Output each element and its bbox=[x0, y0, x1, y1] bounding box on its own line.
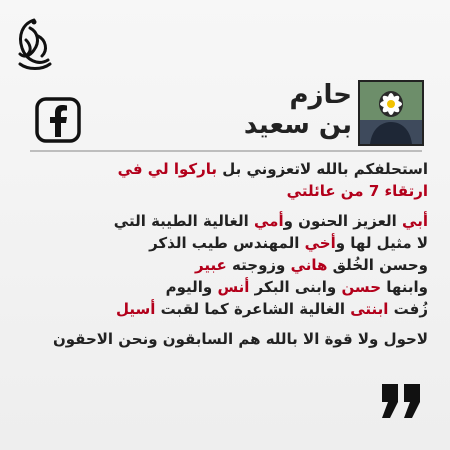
post-text: وحسن الخُلق bbox=[327, 256, 428, 274]
highlighted-text: عبير bbox=[194, 256, 227, 274]
post-line bbox=[18, 254, 428, 276]
post-text: المهندس طيب الذكر bbox=[149, 234, 305, 252]
author-name bbox=[244, 80, 352, 140]
post-text: لا مثيل لها و bbox=[335, 234, 428, 252]
highlighted-text: هاني bbox=[290, 256, 328, 274]
post-line bbox=[18, 210, 428, 232]
avatar-image bbox=[360, 82, 422, 144]
post-text: وزوجته bbox=[226, 256, 291, 274]
post-text: الغالية الطيبة التي bbox=[113, 212, 254, 230]
highlighted-text: أبي bbox=[402, 212, 428, 230]
highlighted-text: ابنتى bbox=[350, 300, 389, 318]
facebook-icon[interactable] bbox=[35, 97, 81, 143]
post-line bbox=[18, 180, 428, 202]
highlighted-text: أخي bbox=[304, 234, 336, 252]
post-text: لاحول ولا قوة الا بالله هم السابقون ونحن الاحقون bbox=[52, 330, 428, 348]
post-text: الغالية الشاعرة كما لقبت bbox=[155, 300, 351, 318]
highlighted-text: أمي bbox=[253, 212, 284, 230]
post-text: وابنها bbox=[381, 278, 428, 296]
post-line bbox=[18, 232, 428, 254]
post-line bbox=[18, 298, 428, 320]
quote-mark-icon bbox=[378, 378, 424, 424]
post-text: وابنى البكر bbox=[249, 278, 342, 296]
line-gap bbox=[18, 320, 428, 328]
post-text: واليوم bbox=[165, 278, 218, 296]
highlighted-text: حسن bbox=[341, 278, 382, 296]
author-last-name: بن سعيد bbox=[243, 110, 352, 140]
divider bbox=[30, 150, 422, 152]
post-text: استحلفكم بالله لاتعزوني بل bbox=[217, 160, 428, 178]
highlighted-text: أسيل bbox=[116, 300, 156, 318]
avatar[interactable] bbox=[358, 80, 424, 146]
aljazeera-logo-icon bbox=[8, 14, 60, 78]
highlighted-text: أنس bbox=[217, 278, 250, 296]
author-first-name: حازم bbox=[289, 80, 352, 110]
post-text: زُفت bbox=[388, 300, 428, 318]
post-line bbox=[18, 158, 428, 180]
line-gap bbox=[18, 202, 428, 210]
post-body bbox=[18, 158, 428, 350]
highlighted-text: باركوا لي في bbox=[117, 160, 217, 178]
post-text: العزيز الحنون و bbox=[283, 212, 403, 230]
post-line bbox=[18, 328, 428, 350]
highlighted-text: ارتقاء 7 من عائلتي bbox=[286, 182, 428, 200]
post-line bbox=[18, 276, 428, 298]
